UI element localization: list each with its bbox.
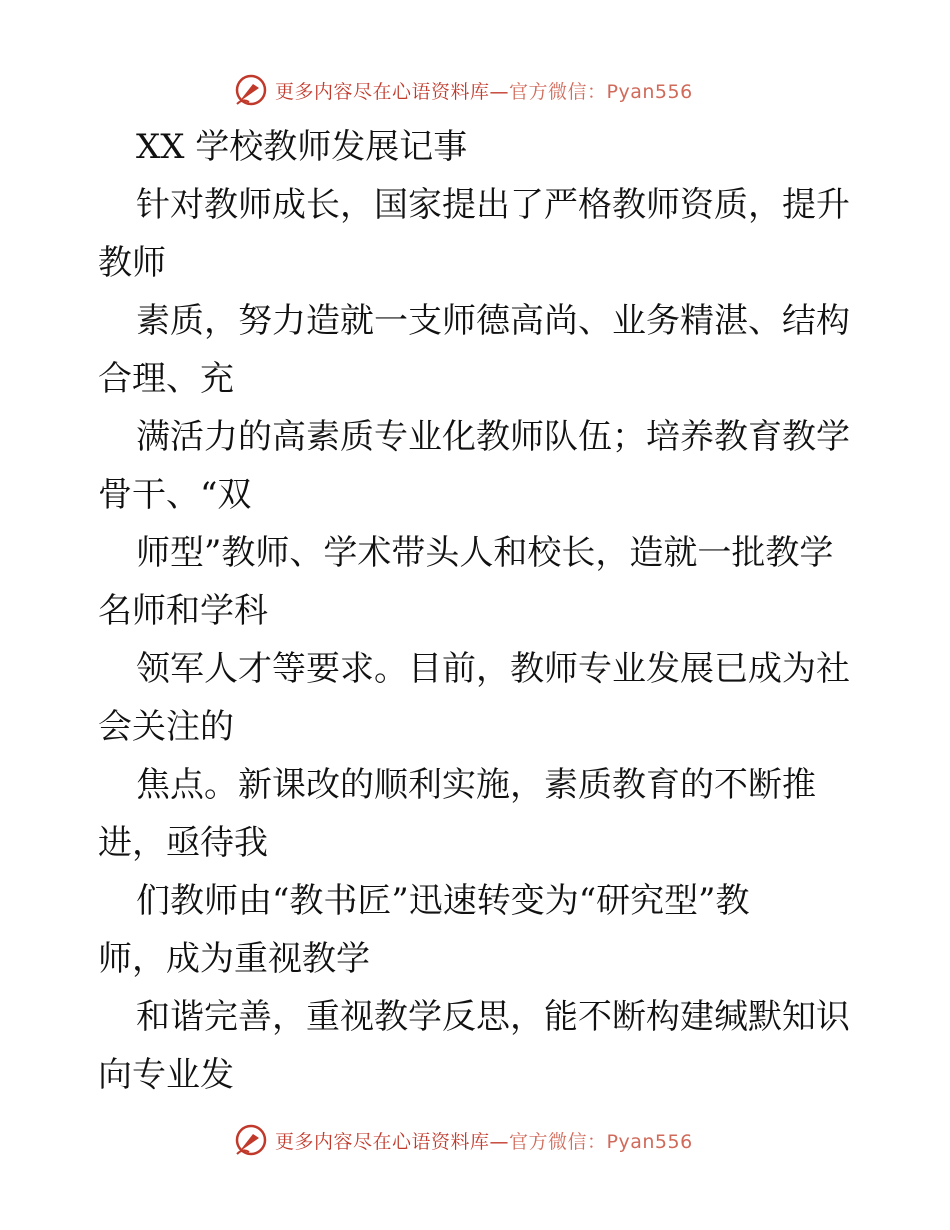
text-line: 会关注的 (98, 707, 234, 747)
header-watermark-banner (233, 70, 693, 110)
text-line: 向专业发 (98, 1055, 234, 1095)
document-body (98, 118, 858, 1104)
banner-wechat: 官方微信：Pyan556 (509, 1130, 693, 1153)
footer-watermark-banner (233, 1120, 693, 1160)
pen-nib-logo-icon (233, 72, 269, 108)
banner-text: 更多内容尽在心语资料库— (275, 80, 510, 103)
text-line: 师，成为重视教学 (98, 939, 370, 979)
document-title: XX 学校教师发展记事 (136, 127, 468, 167)
text-line: 名师和学科 (98, 591, 268, 631)
text-line: 领军人才等要求。目前，教师专业发展已成为社 (136, 649, 850, 689)
text-line: 素质，努力造就一支师德高尚、业务精湛、结构 (136, 301, 850, 341)
text-line: 进，亟待我 (98, 823, 268, 863)
text-line: 针对教师成长，国家提出了严格教师资质，提升 (136, 185, 850, 225)
text-line: 骨干、“双 (98, 475, 252, 515)
text-line: 合理、充 (98, 359, 234, 399)
text-line: 满活力的高素质专业化教师队伍；培养教育教学 (136, 417, 850, 457)
text-line: 师型”教师、学术带头人和校长，造就一批教学 (136, 533, 834, 573)
pen-nib-logo-icon (233, 1122, 269, 1158)
text-line: 们教师由“教书匠”迅速转变为“研究型”教 (136, 881, 750, 921)
text-line: 教师 (98, 243, 166, 283)
banner-wechat: 官方微信：Pyan556 (509, 80, 693, 103)
text-line: 和谐完善，重视教学反思，能不断构建缄默知识 (136, 997, 850, 1037)
banner-text: 更多内容尽在心语资料库— (275, 1130, 510, 1153)
text-line: 焦点。新课改的顺利实施，素质教育的不断推 (136, 765, 816, 805)
